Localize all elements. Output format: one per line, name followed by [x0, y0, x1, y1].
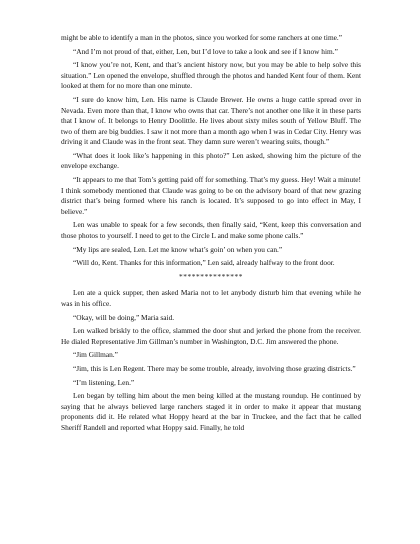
paragraph: might be able to identify a man in the photos, since you worked for some ranchers at one time.”: [61, 33, 343, 42]
paragraph: “What does it look like’s happening in this photo?” Len asked, showing him the picture of the envelope exchange.: [61, 150, 361, 171]
section-separator: ***************: [178, 271, 244, 281]
paragraph: “Jim Gillman.”: [73, 350, 118, 360]
paragraph: “I’m listening, Len.”: [73, 377, 135, 387]
paragraph: Len was unable to speak for a few seconds, then finally said, “Kent, keep this conversation and those photos to yourself. I need to get to the Circle L and make some phone calls.”: [61, 220, 361, 240]
paragraph: “And I’m not proud of that, either, Len, but I’d love to take a look and see if I know him.”: [73, 46, 338, 56]
paragraph: “I know you’re not, Kent, and that’s ancient history now, but you may be able to help solve this situation.” Len opened the envelope, shuffled through the photos and handed Kent four of them. Kent looked at them for no more than one minute.: [61, 60, 361, 91]
paragraph: Len began by telling him about the men being killed at the mustang roundup. He continued by saying that he always believed large ranchers staged it in order to make it appear that mustang proponents did it. He related what Hoppy heard at the bar in Truckee, and the fact that he called Sheriff Randell and reported what Hoppy said. Finally, he told: [61, 391, 361, 432]
paragraph: “Jim, this is Len Regent. There may be some trouble, already, involving those grazing districts.”: [73, 363, 356, 373]
paragraph: “I sure do know him, Len. His name is Claude Brewer. He owns a huge cattle spread over in Nevada. Even more than that, I know who owns that car. There’s not another one like it in these parts that I know of. It belongs to Henry Doolittle. He lives about sixty miles south of Yellow Bluff. The two of them are big buddies. I saw it not more than a month ago when I was in Cedar City. Henry was driving it and Claude was in the front seat. They damn sure weren’t wearing suits, though.”: [61, 95, 361, 147]
paragraph: Len walked briskly to the office, slammed the door shut and jerked the phone from the receiver. He dialed Representative Jim Gillman’s number in Washington, D.C. Jim answered the phone.: [61, 326, 361, 346]
paragraph: “It appears to me that Tom’s getting paid off for something. That’s my guess. Hey! Wait a minute! I think somebody mentioned that Claude was going to be on the advisory board of that new grazing district that’s being formed where his ranch is located. It’s supposed to go into effect in May, I believe.”: [61, 175, 361, 216]
paragraph: “Okay, will be doing,” Maria said.: [73, 312, 175, 322]
document-page: [61, 33, 361, 437]
paragraph: “My lips are sealed, Len. Let me know what’s goin’ on when you can.”: [73, 244, 283, 254]
paragraph: “Will do, Kent. Thanks for this information,” Len said, already halfway to the front door.: [73, 258, 335, 268]
paragraph: Len ate a quick supper, then asked Maria not to let anybody disturb him that evening while he was in his office.: [61, 288, 361, 308]
